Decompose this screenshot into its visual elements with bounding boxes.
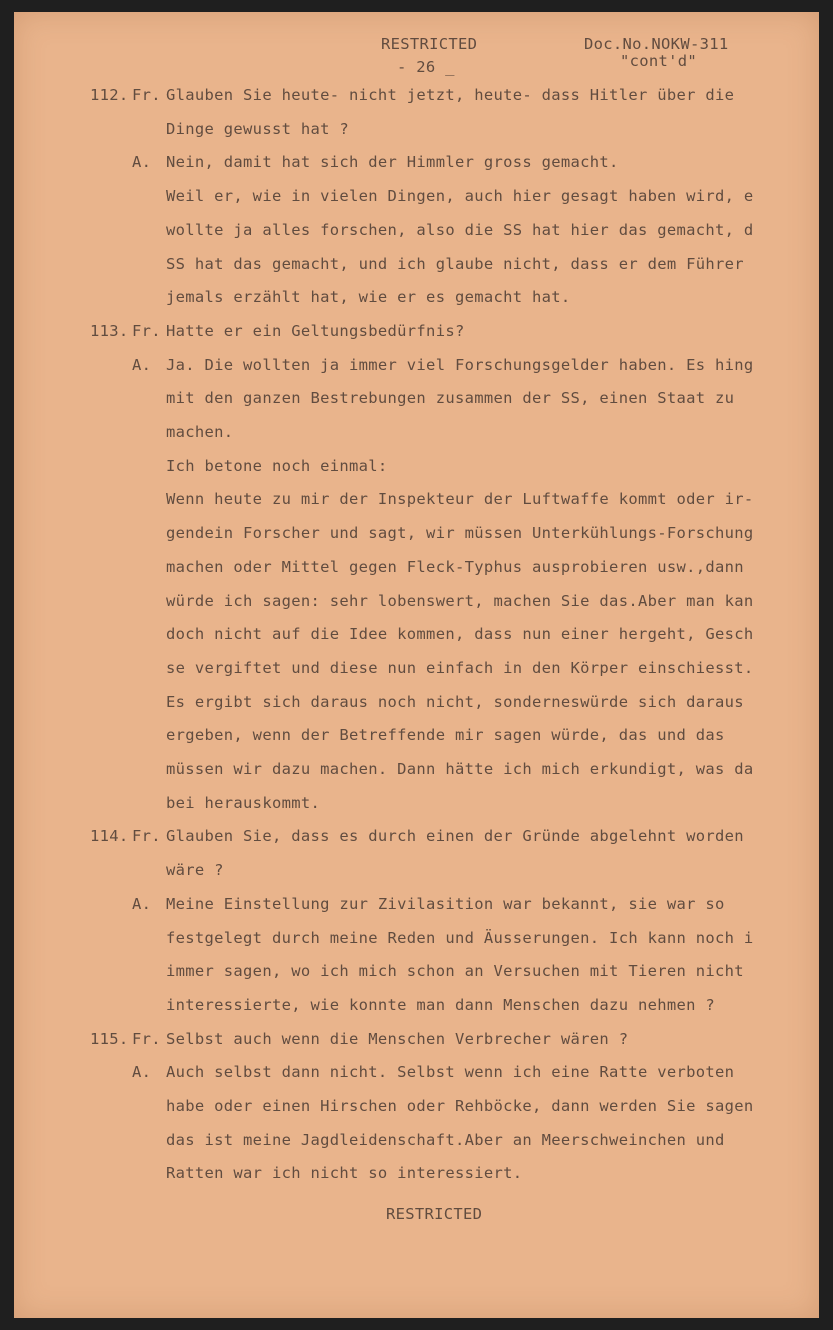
document-page bbox=[14, 12, 819, 1318]
transcript-line: immer sagen, wo ich mich schon an Versuchen mit Tieren nicht bbox=[166, 962, 744, 980]
transcript-line: Ich betone noch einmal: bbox=[166, 457, 388, 475]
transcript-line: ergeben, wenn der Betreffende mir sagen würde, das und das bbox=[166, 726, 725, 744]
transcript-line: Wenn heute zu mir der Inspekteur der Luftwaffe kommt oder ir- bbox=[166, 490, 754, 508]
page-number: - 26 _ bbox=[397, 58, 455, 76]
question-text: Hatte er ein Geltungsbedürfnis? bbox=[166, 322, 465, 340]
speaker-label: Fr. bbox=[132, 1030, 161, 1048]
transcript-line: festgelegt durch meine Reden und Äusserungen. Ich kann noch i bbox=[166, 929, 754, 947]
transcript-line: mit den ganzen Bestrebungen zusammen der SS, einen Staat zu bbox=[166, 389, 735, 407]
question-text: Selbst auch wenn die Menschen Verbrecher wären ? bbox=[166, 1030, 629, 1048]
transcript-line: SS hat das gemacht, und ich glaube nicht, dass er dem Führer bbox=[166, 255, 744, 273]
speaker-label: A. bbox=[132, 895, 152, 913]
speaker-label: Fr. bbox=[132, 322, 161, 340]
transcript-line: Es ergibt sich daraus noch nicht, sonderneswürde sich daraus bbox=[166, 693, 744, 711]
question-text: Glauben Sie, dass es durch einen der Gründe abgelehnt worden bbox=[166, 827, 744, 845]
header-classification: RESTRICTED bbox=[381, 35, 478, 53]
transcript-line: interessierte, wie konnte man dann Menschen dazu nehmen ? bbox=[166, 996, 716, 1014]
footer-classification: RESTRICTED bbox=[386, 1205, 483, 1223]
speaker-label: A. bbox=[132, 356, 152, 374]
question-number: 114. bbox=[90, 827, 129, 845]
transcript-line: doch nicht auf die Idee kommen, dass nun einer hergeht, Gesch bbox=[166, 625, 754, 643]
speaker-label: A. bbox=[132, 153, 152, 171]
transcript-line: gendein Forscher und sagt, wir müssen Unterkühlungs-Forschung bbox=[166, 524, 754, 542]
transcript-line: Dinge gewusst hat ? bbox=[166, 120, 350, 138]
question-text: Glauben Sie heute- nicht jetzt, heute- dass Hitler über die bbox=[166, 86, 735, 104]
answer-text: Ja. Die wollten ja immer viel Forschungsgelder haben. Es hing bbox=[166, 356, 754, 374]
question-number: 112. bbox=[90, 86, 129, 104]
transcript-line: jemals erzählt hat, wie er es gemacht hat. bbox=[166, 288, 571, 306]
question-number: 113. bbox=[90, 322, 129, 340]
speaker-label: Fr. bbox=[132, 86, 161, 104]
transcript-line: Ratten war ich nicht so interessiert. bbox=[166, 1164, 523, 1182]
transcript-line: habe oder einen Hirschen oder Rehböcke, dann werden Sie sagen bbox=[166, 1097, 754, 1115]
transcript-line: müssen wir dazu machen. Dann hätte ich mich erkundigt, was da bbox=[166, 760, 754, 778]
answer-text: Auch selbst dann nicht. Selbst wenn ich eine Ratte verboten bbox=[166, 1063, 735, 1081]
transcript-line: bei herauskommt. bbox=[166, 794, 321, 812]
speaker-label: A. bbox=[132, 1063, 152, 1081]
speaker-label: Fr. bbox=[132, 827, 161, 845]
question-number: 115. bbox=[90, 1030, 129, 1048]
continued-note: "cont'd" bbox=[620, 52, 698, 70]
transcript-line: wollte ja alles forschen, also die SS hat hier das gemacht, d bbox=[166, 221, 754, 239]
document-number: Doc.No.NOKW-311 bbox=[584, 35, 729, 53]
transcript-line: se vergiftet und diese nun einfach in den Körper einschiesst. bbox=[166, 659, 754, 677]
answer-text: Nein, damit hat sich der Himmler gross gemacht. bbox=[166, 153, 619, 171]
transcript-line: machen oder Mittel gegen Fleck-Typhus ausprobieren usw.,dann bbox=[166, 558, 744, 576]
transcript-line: wäre ? bbox=[166, 861, 224, 879]
transcript-line: machen. bbox=[166, 423, 234, 441]
transcript-line: würde ich sagen: sehr lobenswert, machen Sie das.Aber man kan bbox=[166, 592, 754, 610]
transcript-line: das ist meine Jagdleidenschaft.Aber an Meerschweinchen und bbox=[166, 1131, 725, 1149]
answer-text: Meine Einstellung zur Zivilasition war bekannt, sie war so bbox=[166, 895, 725, 913]
transcript-line: Weil er, wie in vielen Dingen, auch hier gesagt haben wird, e bbox=[166, 187, 754, 205]
